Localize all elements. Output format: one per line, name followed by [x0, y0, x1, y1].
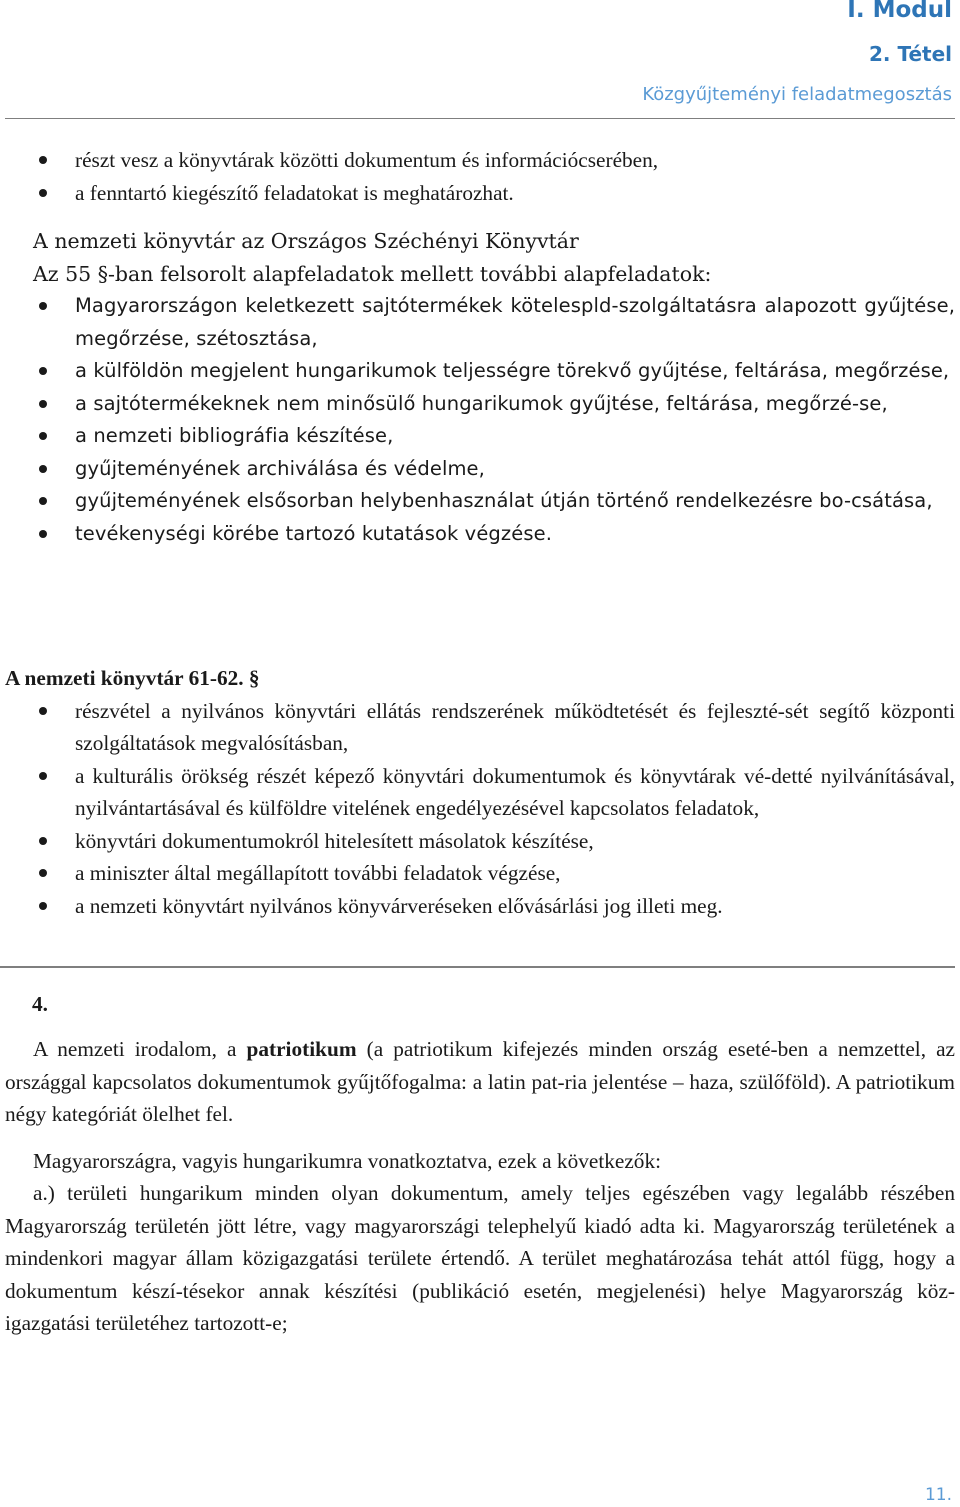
page-number: 11. — [924, 1485, 952, 1505]
list-item: a fenntartó kiegészítő feladatokat is meghatározhat. — [5, 177, 955, 210]
section-number: 4. — [32, 992, 48, 1016]
tetel-label: 2. Tétel — [868, 42, 952, 66]
header-divider — [5, 118, 955, 119]
section-top — [5, 144, 955, 209]
paragraph-text: (a patriotikum kifejezés minden ország eseté-ben a nemzettel, az országgal kapcsolatos dokumentumok gyűjtőfogalma: a latin pat-ria jelentése – haza, szülőföld). A patriotikum négy kategóriát ölelhet fel. — [5, 1037, 955, 1126]
paragraph: Magyarországra, vagyis hungarikumra vonatkoztatva, ezek a következők: — [33, 1148, 662, 1173]
top-list — [5, 144, 955, 209]
section-subheading: Az 55 §-ban felsorolt alapfeladatok mellett további alapfeladatok: — [33, 261, 712, 286]
section-61-62 — [5, 662, 955, 922]
section-heading: A nemzeti könyvtár az Országos Széchényi Könyvtár — [33, 229, 579, 253]
list-item: tevékenységi körébe tartozó kutatások végzése. — [5, 518, 955, 551]
list-item: a sajtótermékeknek nem minősülő hungarikumok gyűjtése, feltárása, megőrzé-se, — [5, 388, 955, 421]
list-item: részvétel a nyilvános könyvtári ellátás rendszerének működtetését és fejleszté-sét segítő központi szolgáltatások megvalósításban, — [5, 695, 955, 760]
list-item: részt vesz a könyvtárak közötti dokumentum és információcserében, — [5, 144, 955, 177]
section-patriotikum — [5, 1033, 955, 1340]
section-divider — [0, 966, 955, 968]
list-item: könyvtári dokumentumokról hitelesített másolatok készítése, — [5, 825, 955, 858]
list-item: a nemzeti bibliográfia készítése, — [5, 420, 955, 453]
list-item: Magyarországon keletkezett sajtótermékek kötelespld-szolgáltatásra alapozott gyűjtése, megőrzése, szétosztása, — [5, 290, 955, 355]
section-oszk — [5, 225, 955, 550]
section-heading: A nemzeti könyvtár 61-62. § — [5, 666, 260, 690]
list-item: gyűjteményének elsősorban helybenhasználat útján történő rendelkezésre bo-csátása, — [5, 485, 955, 518]
paragraph — [5, 1033, 955, 1131]
oszk-task-list — [5, 290, 955, 550]
header-subtitle: Közgyűjteményi feladatmegosztás — [642, 84, 952, 105]
list-item: gyűjteményének archiválása és védelme, — [5, 453, 955, 486]
list-item: a kulturális örökség részét képező könyvtári dokumentumok és könyvtárak vé-detté nyilvánításával, nyilvántartásával és külföldre vitelének engedélyezésével kapcsolatos feladatok, — [5, 760, 955, 825]
list-item: a külföldön megjelent hungarikumok teljességre törekvő gyűjtése, feltárása, megőrzése, — [5, 355, 955, 388]
paragraph-text: A nemzeti irodalom, a — [33, 1037, 247, 1061]
paragraph: a.) területi hungarikum minden olyan dokumentum, amely teljes egészében vagy legalább részében Magyarország területén jött létre, vagy magyarországi telephelyű kiadó adta ki. Magyarország területének a mindenkori magyar állam közigazgatási területe értendő. A terület meghatározása tehát attól függ, hogy a dokumentum készí-tésekor annak készítési (publikáció esetén, megjelenési) helye Magyarország köz-igazgatási területéhez tartozott-e; — [5, 1181, 955, 1335]
nemzeti-konyvtar-list — [5, 695, 955, 923]
list-item: a miniszter által megállapított további feladatok végzése, — [5, 857, 955, 890]
list-item: a nemzeti könyvtárt nyilvános könyvárveréseken elővásárlási jog illeti meg. — [5, 890, 955, 923]
module-label: I. Modul — [847, 0, 952, 23]
bold-term: patriotikum — [246, 1037, 357, 1061]
